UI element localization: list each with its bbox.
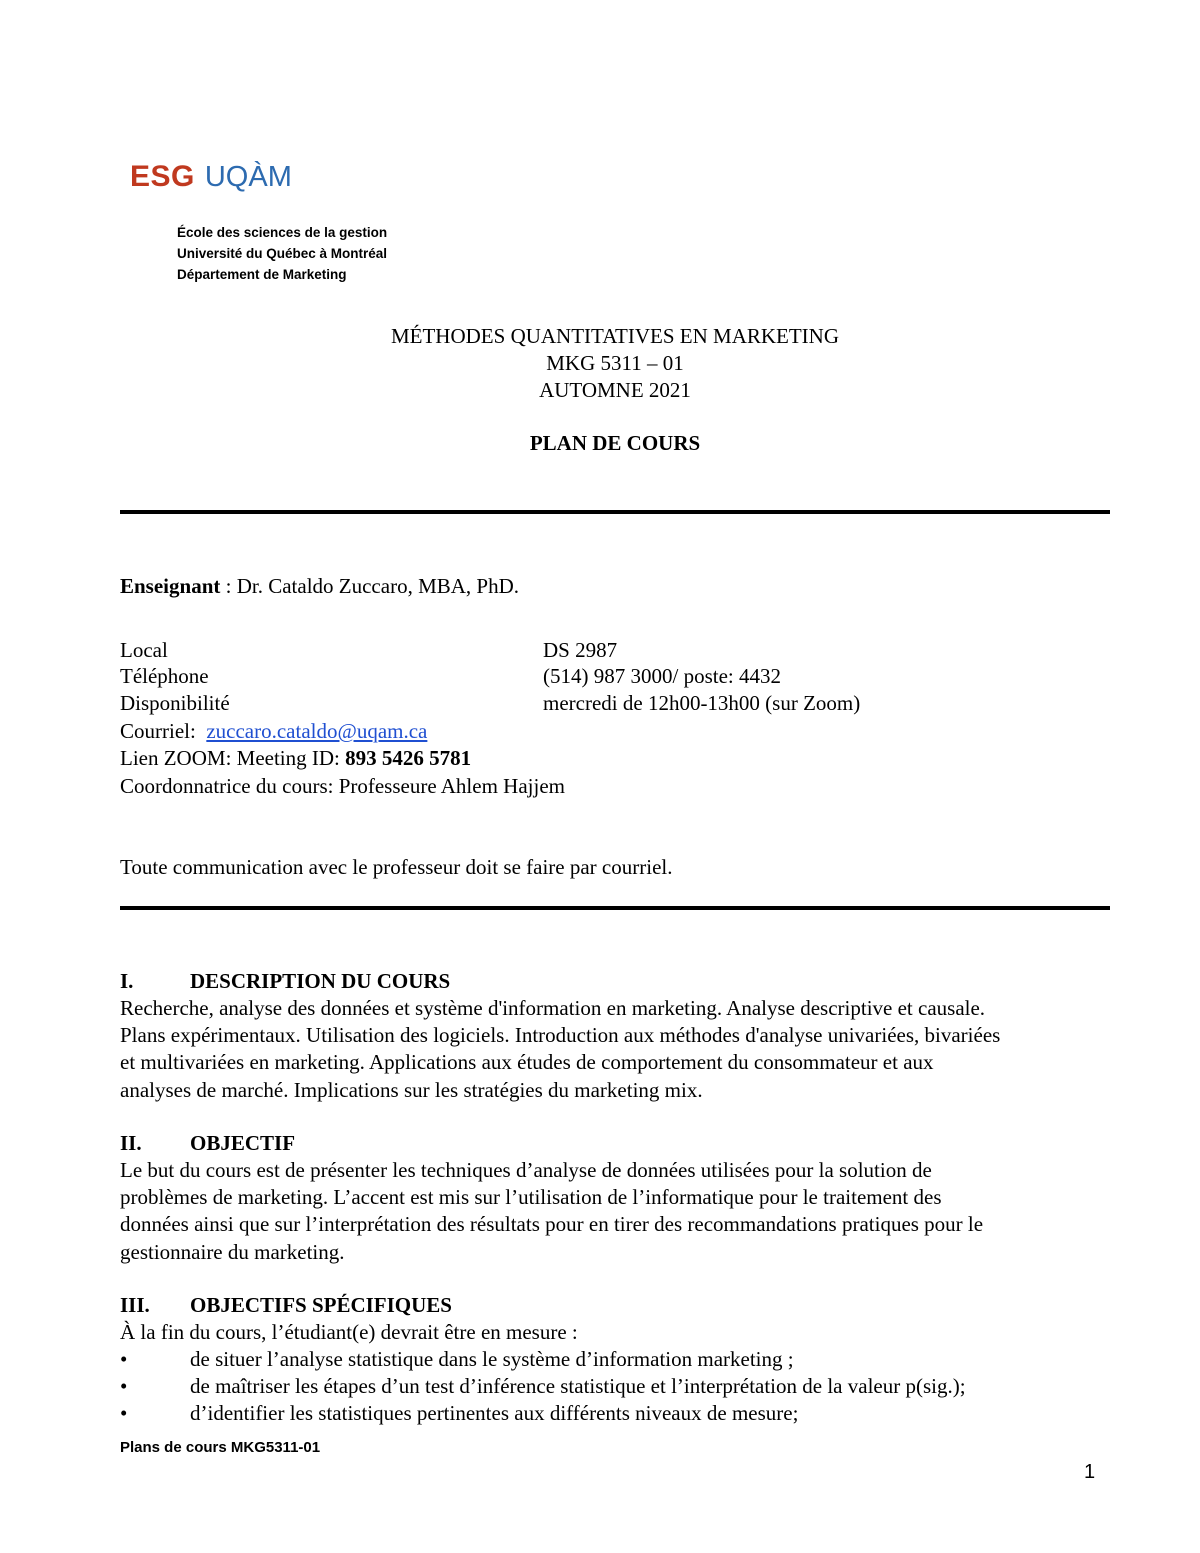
contact-row-telephone xyxy=(120,663,781,690)
paragraph-line: analyses de marché. Implications sur les stratégies du marketing mix. xyxy=(120,1077,703,1102)
page-number: 1 xyxy=(1084,1461,1096,1483)
bullet-icon: • xyxy=(120,1347,128,1371)
course-term: AUTOMNE 2021 xyxy=(539,378,691,402)
contact-row-local xyxy=(120,637,618,664)
contact-value: mercredi de 12h00-13h00 (sur Zoom) xyxy=(543,691,861,715)
doc-type: PLAN DE COURS xyxy=(529,431,701,455)
email-link[interactable]: zuccaro.cataldo@uqam.ca xyxy=(206,719,428,743)
logo-uqam: UQÀM xyxy=(204,161,292,193)
contact-row-availability xyxy=(120,690,861,717)
zoom-meeting-id: 893 5426 5781 xyxy=(345,746,472,770)
horizontal-rule xyxy=(120,510,1110,514)
paragraph-line: Recherche, analyse des données et système d'information en marketing. Analyse descriptive et causale. xyxy=(120,996,986,1020)
paragraph-line: problèmes de marketing. L’accent est mis sur l’utilisation de l’informatique pour le traitement des xyxy=(120,1185,942,1210)
section-number: II. xyxy=(120,1131,142,1155)
contact-value: DS 2987 xyxy=(543,638,618,662)
zoom-line xyxy=(120,745,471,772)
contact-label: Téléphone xyxy=(120,664,209,688)
logo-esg: ESG xyxy=(130,160,195,193)
contact-label: Disponibilité xyxy=(120,691,230,715)
instructor-value: Dr. Cataldo Zuccaro, MBA, PhD. xyxy=(236,574,520,598)
section-number: III. xyxy=(120,1293,150,1317)
coordinator-line: Coordonnatrice du cours: Professeure Ahlem Hajjem xyxy=(120,774,565,798)
instructor-label: Enseignant xyxy=(120,574,221,598)
institution-block xyxy=(177,222,387,285)
instructor-line xyxy=(120,573,519,600)
contact-value: (514) 987 3000/ poste: 4432 xyxy=(543,664,781,688)
footer-label: Plans de cours MKG5311-01 xyxy=(120,1439,321,1456)
section-title: DESCRIPTION DU COURS xyxy=(190,969,451,993)
section-heading-description xyxy=(120,968,450,995)
email-line xyxy=(120,718,427,745)
institution-line: École des sciences de la gestion xyxy=(177,225,388,240)
list-item-text: de maîtriser les étapes d’un test d’inférence statistique et l’interprétation de la valeur p(sig.); xyxy=(190,1374,966,1398)
section-number: I. xyxy=(120,969,134,993)
title-block xyxy=(0,323,1200,457)
paragraph-line: gestionnaire du marketing. xyxy=(120,1239,345,1264)
section-body-objective xyxy=(120,1157,1110,1266)
email-label: Courriel: xyxy=(120,719,196,743)
horizontal-rule xyxy=(120,906,1110,910)
objectives-list xyxy=(120,1346,1110,1427)
section-heading-specific-objectives xyxy=(120,1292,452,1319)
communication-notice: Toute communication avec le professeur doit se faire par courriel. xyxy=(120,855,673,879)
zoom-label: Lien ZOOM: Meeting ID: xyxy=(120,746,346,770)
institution-line: Département de Marketing xyxy=(177,267,347,282)
section-body-description xyxy=(120,995,1110,1104)
contact-label: Local xyxy=(120,638,168,662)
esg-uqam-logo xyxy=(130,160,292,194)
bullet-icon: • xyxy=(120,1374,128,1398)
paragraph-line: Plans expérimentaux. Utilisation des logiciels. Introduction aux méthodes d'analyse univariées, bivariées xyxy=(120,1023,1001,1048)
course-name: MÉTHODES QUANTITATIVES EN MARKETING xyxy=(390,324,840,348)
list-item-text: d’identifier les statistiques pertinentes aux différents niveaux de mesure; xyxy=(190,1401,799,1425)
list-item xyxy=(120,1400,1110,1427)
section-intro: À la fin du cours, l’étudiant(e) devrait être en mesure : xyxy=(120,1320,578,1344)
paragraph-line: Le but du cours est de présenter les techniques d’analyse de données utilisées pour la solution de xyxy=(120,1158,932,1182)
list-item xyxy=(120,1373,1110,1400)
list-item xyxy=(120,1346,1110,1373)
institution-line: Université du Québec à Montréal xyxy=(177,246,388,261)
instructor-separator: : xyxy=(220,574,237,598)
section-title: OBJECTIF xyxy=(190,1131,296,1155)
course-code: MKG 5311 – 01 xyxy=(546,351,684,375)
bullet-icon: • xyxy=(120,1401,128,1425)
paragraph-line: données ainsi que sur l’interprétation des résultats pour en tirer des recommandations pratiques pour le xyxy=(120,1212,984,1237)
section-heading-objective xyxy=(120,1130,295,1157)
section-title: OBJECTIFS SPÉCIFIQUES xyxy=(190,1293,452,1317)
paragraph-line: et multivariées en marketing. Applications aux études de comportement du consommateur et aux xyxy=(120,1050,934,1075)
list-item-text: de situer l’analyse statistique dans le système d’information marketing ; xyxy=(190,1347,794,1371)
